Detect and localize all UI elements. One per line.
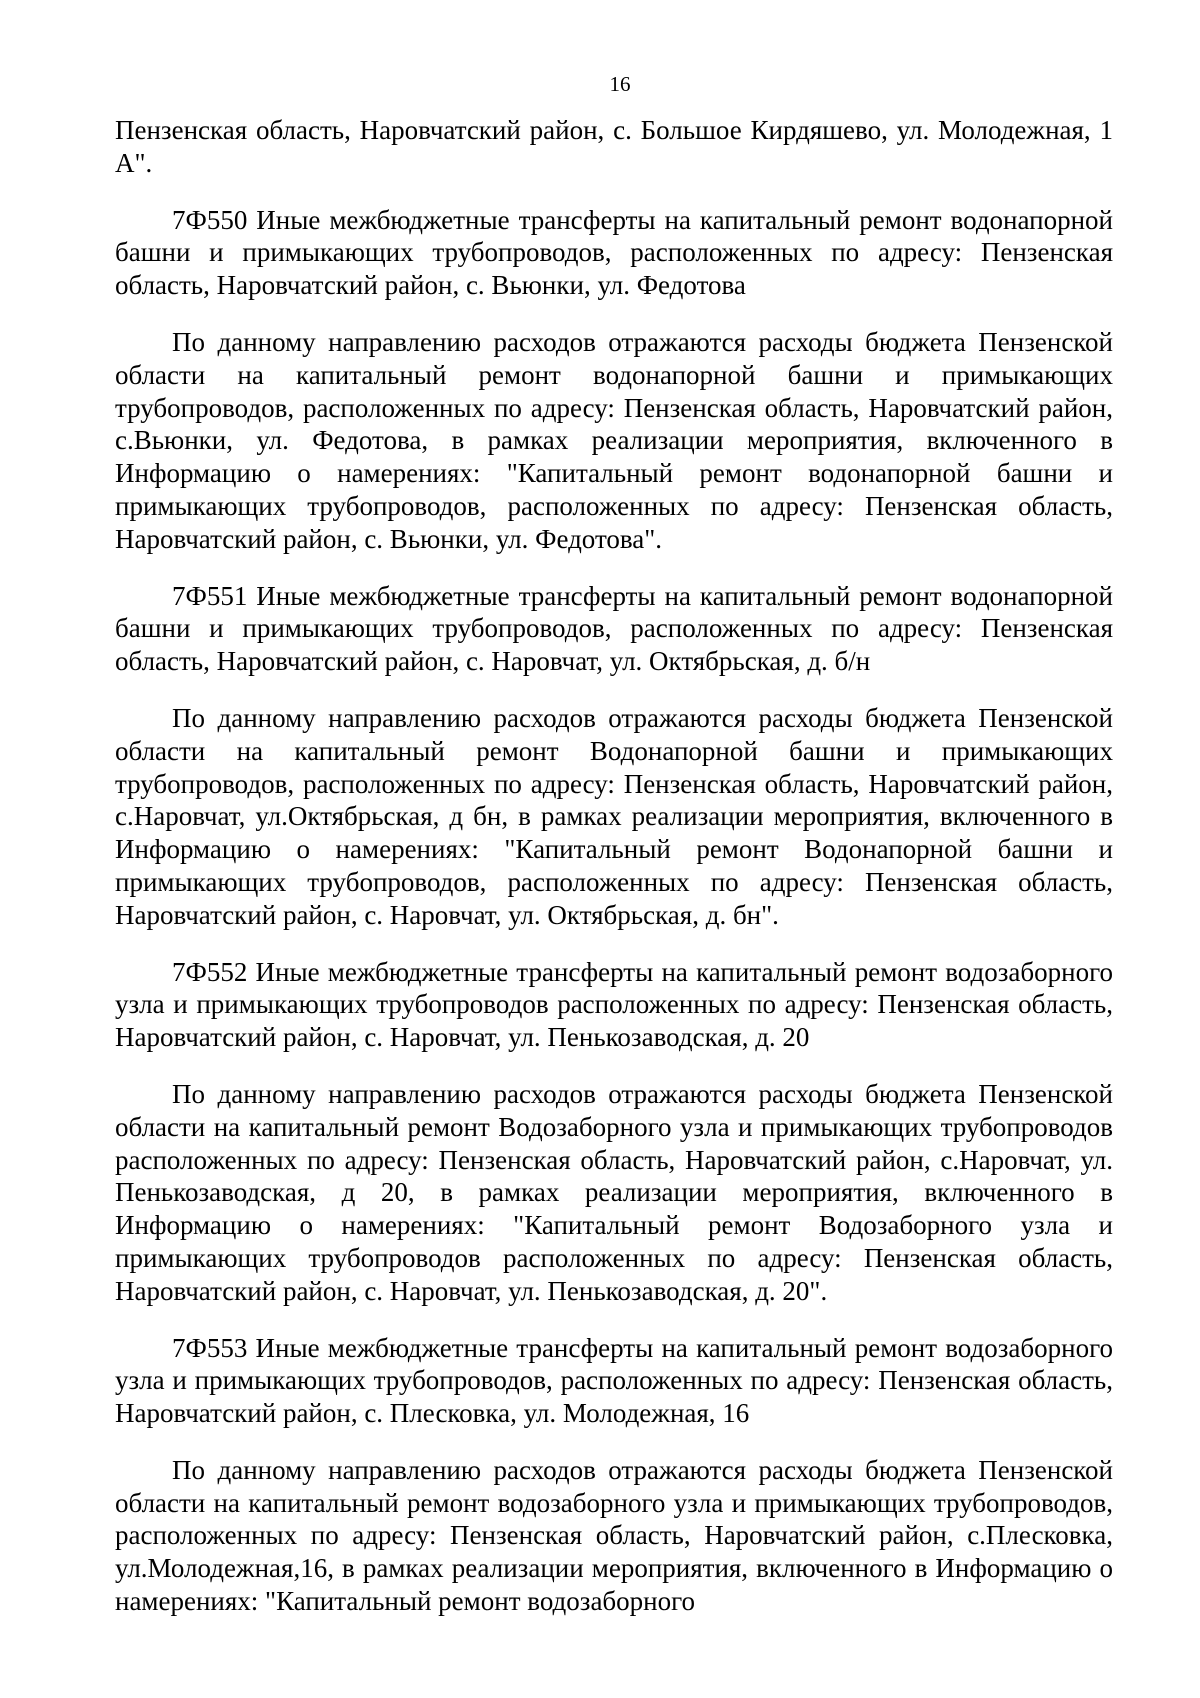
paragraph-code-7f552-description: По данному направлению расходов отражаются расходы бюджета Пензенской области на капитальный ремонт Водозаборного узла и примыкающих трубопроводов расположенных по адресу: Пензенская область, Наровчатский район, с.Наровчат, ул. Пенькозаводская, д 20, в рамках реализации мероприятия, включенного в Информацию о намерениях: "Капитальный ремонт Водозаборного узла и примыкающих трубопроводов расположенных по адресу: Пензенская область, Наровчатский район, с. Наровчат, ул. Пенькозаводская, д. 20".: [115, 1078, 1113, 1306]
paragraph-code-7f550-heading: 7Ф550 Иные межбюджетные трансферты на капитальный ремонт водонапорной башни и примыкающих трубопроводов, расположенных по адресу: Пензенская область, Наровчатский район, с. Вьюнки, ул. Федотова: [115, 204, 1113, 301]
paragraph-code-7f553-description: По данному направлению расходов отражаются расходы бюджета Пензенской области на капитальный ремонт водозаборного узла и примыкающих трубопроводов, расположенных по адресу: Пензенская область, Наровчатский район, с.Плесковка, ул.Молодежная,16, в рамках реализации мероприятия, включенного в Информацию о намерениях: "Капитальный ремонт водозаборного: [115, 1454, 1113, 1617]
document-body: [115, 114, 1113, 1618]
paragraph-code-7f553-heading: 7Ф553 Иные межбюджетные трансферты на капитальный ремонт водозаборного узла и примыкающих трубопроводов, расположенных по адресу: Пензенская область, Наровчатский район, с. Плесковка, ул. Молодежная, 16: [115, 1332, 1113, 1429]
paragraph-code-7f551-heading: 7Ф551 Иные межбюджетные трансферты на капитальный ремонт водонапорной башни и примыкающих трубопроводов, расположенных по адресу: Пензенская область, Наровчатский район, с. Наровчат, ул. Октябрьская, д. б/н: [115, 580, 1113, 677]
paragraph-address-continuation: Пензенская область, Наровчатский район, с. Большое Кирдяшево, ул. Молодежная, 1 А".: [115, 115, 1113, 178]
paragraph-code-7f550-description: По данному направлению расходов отражаются расходы бюджета Пензенской области на капитальный ремонт водонапорной башни и примыкающих трубопроводов, расположенных по адресу: Пензенская область, Наровчатский район, с.Вьюнки, ул. Федотова, в рамках реализации мероприятия, включенного в Информацию о намерениях: "Капитальный ремонт водонапорной башни и примыкающих трубопроводов, расположенных по адресу: Пензенская область, Наровчатский район, с. Вьюнки, ул. Федотова".: [115, 326, 1113, 554]
paragraph-code-7f551-description: По данному направлению расходов отражаются расходы бюджета Пензенской области на капитальный ремонт Водонапорной башни и примыкающих трубопроводов, расположенных по адресу: Пензенская область, Наровчатский район, с.Наровчат, ул.Октябрьская, д бн, в рамках реализации мероприятия, включенного в Информацию о намерениях: "Капитальный ремонт Водонапорной башни и примыкающих трубопроводов, расположенных по адресу: Пензенская область, Наровчатский район, с. Наровчат, ул. Октябрьская, д. бн".: [115, 702, 1113, 930]
page-number: 16: [609, 72, 631, 96]
paragraph-code-7f552-heading: 7Ф552 Иные межбюджетные трансферты на капитальный ремонт водозаборного узла и примыкающих трубопроводов расположенных по адресу: Пензенская область, Наровчатский район, с. Наровчат, ул. Пенькозаводская, д. 20: [115, 956, 1113, 1053]
